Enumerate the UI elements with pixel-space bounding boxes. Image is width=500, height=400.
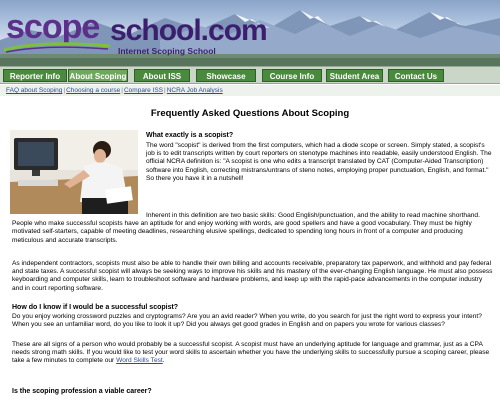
- logo-scope-text: scope: [6, 8, 100, 46]
- logo-tagline: Internet Scoping School: [118, 46, 216, 56]
- faq-signs-text: These are all signs of a person who would probably be a successful scopist. A scopist must have an underlying aptitude for language and grammar, just as a CPA needs strong math skills. If you would like to test your word skills to ascertain whether you have the underlying skills to successfully pursue a scoping career, please take a few minutes to complete our: [12, 341, 490, 365]
- logo-school-text: school.com: [110, 14, 267, 47]
- nav-about-scoping[interactable]: About Scoping: [68, 69, 128, 82]
- faq-signs-paragraph: [12, 341, 494, 366]
- faq-question-3: Is the scoping profession a viable career?: [12, 388, 152, 395]
- scopist-photo: [10, 130, 138, 214]
- faq-question-1: What exactly is a scopist?: [146, 132, 234, 139]
- faq-answer-1-part2: Inherent in this definition are two basic skills: Good English/punctuation, and the ability to read machine shorthand. People who make successful scopists have an aptitude for and enjoy working with words, are good spellers and have a good vocabulary. They must be highly motivated self-starters, capable of meeting deadlines, researching elusive spellings, dedicated to spending long hours in front of a computer and producing meticulous and accurate transcripts.: [12, 212, 480, 244]
- nav-course-info[interactable]: Course Info: [262, 69, 322, 82]
- subnav-choosing-course-link[interactable]: Choosing a course: [66, 87, 121, 94]
- subnav-ncra-job-link[interactable]: NCRA Job Analysis: [166, 87, 223, 94]
- faq-contractors-paragraph: As independent contractors, scopists must also be able to handle their own billing and accounts receivable, preparatory tax paperwork, and withhold and pay federal and state taxes. A successful scopist will always be seeking ways to improve his skills and his mastery of the ever-changing English language. He must also possess keyboarding and computer skills, learn to troubleshoot software and hardware problems, and keep up with the rapid-pace advancements in the computer industry and in court reporting software.: [12, 260, 493, 292]
- faq-answer-1-part1: The word "scopist" is derived from the first computers, which had a diode scope or screen. Simply stated, a scopist's job is to edit transcripts written by court reporters on stenotype machines into readable, easily understood English. The official NCRA definition is: "A scopist is one who edits a transcript translated by CAT (Computer-Aided Transcription) software into English, correcting mistrans/untrans of steno notes, employing proper punctuation, English, and format." So there you have it in a nutshell!: [146, 142, 492, 182]
- subnav-compare-iss-link[interactable]: Compare ISS: [123, 87, 164, 94]
- subnav-faq-link[interactable]: FAQ about Scoping: [6, 87, 63, 94]
- nav-reporter-info[interactable]: Reporter Info: [3, 69, 67, 82]
- header-banner: [0, 0, 500, 66]
- sub-nav: FAQ about Scoping|Choosing a course|Compare ISS|NCRA Job Analysis: [0, 85, 500, 96]
- nav-contact-us[interactable]: Contact Us: [388, 69, 444, 82]
- nav-student-area[interactable]: Student Area: [326, 69, 383, 82]
- page-title: Frequently Asked Questions About Scoping: [150, 108, 350, 119]
- nav-showcase[interactable]: Showcase: [196, 69, 256, 82]
- faq-answer-2: Do you enjoy working crossword puzzles and cryptograms? Are you an avid reader? When you write, do you search for just the right word to express your intent? When you see an unfamiliar word, do you like to look it up? Did you always get good grades in English and on papers you wrote for various classes?: [12, 313, 482, 329]
- faq-signs-period: .: [162, 357, 165, 365]
- nav-about-iss[interactable]: About ISS: [134, 69, 190, 82]
- main-nav: [0, 66, 500, 84]
- faq-question-2: How do I know if I would be a successful scopist?: [12, 304, 179, 311]
- logo-swoosh-icon: [2, 40, 112, 54]
- word-skills-test-link[interactable]: Word Skills Test: [116, 357, 163, 365]
